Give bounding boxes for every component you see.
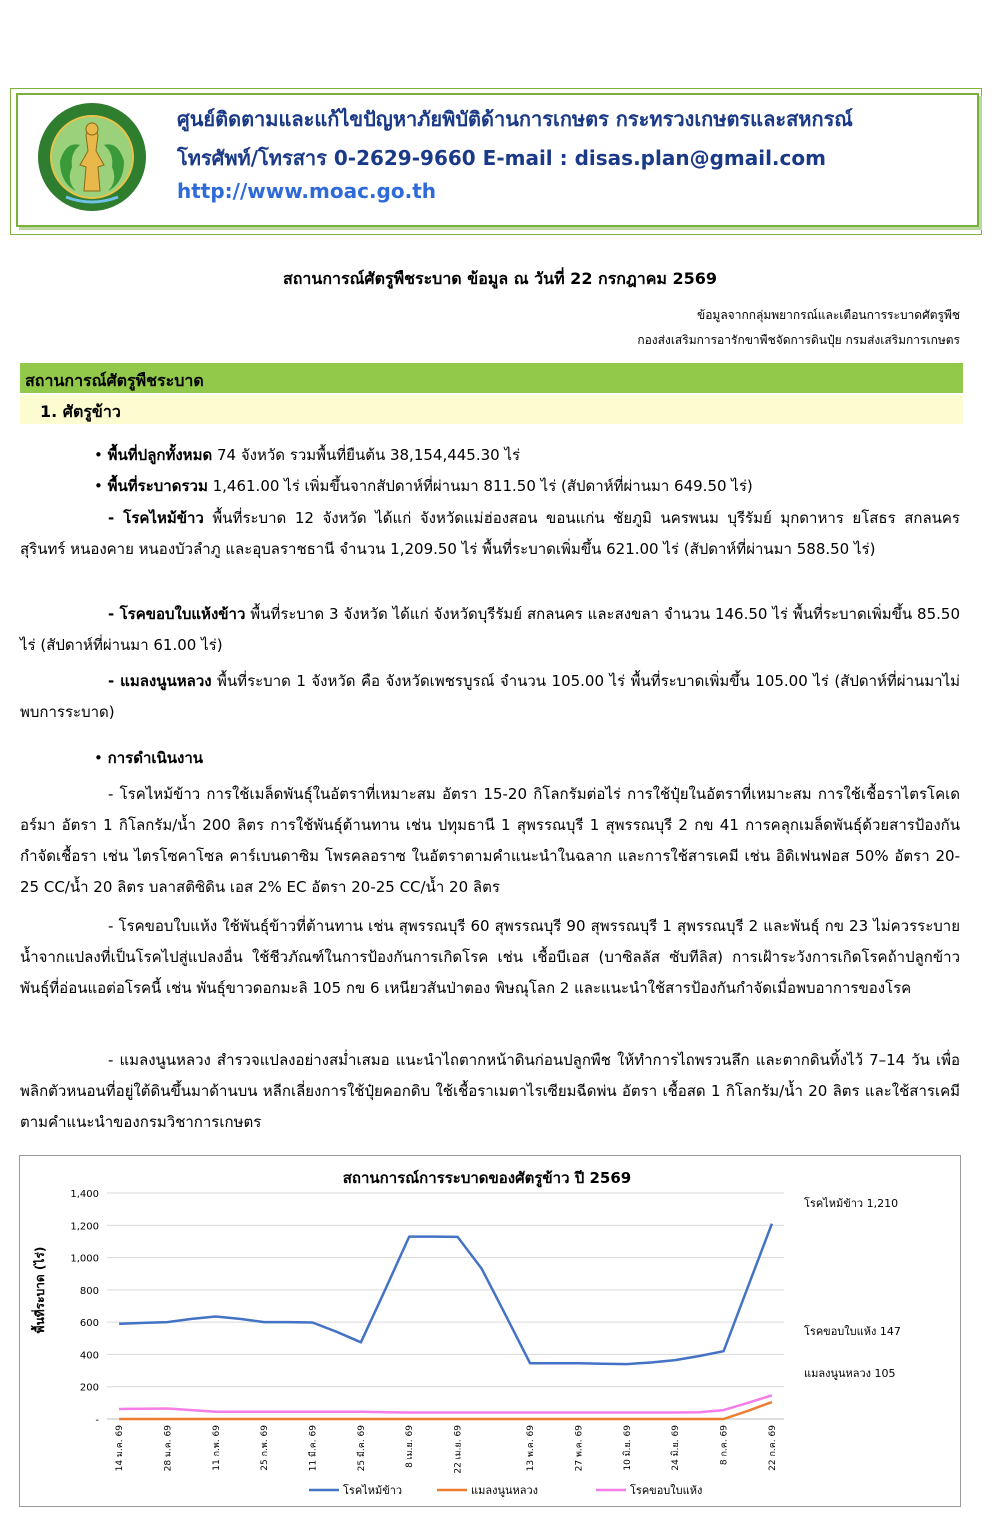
y-tick-label: -: [95, 1415, 99, 1426]
section-heading-bar: [20, 363, 963, 393]
x-tick-label: 25 ก.พ. 69: [260, 1425, 271, 1471]
x-tick-label: 11 มี.ค. 69: [308, 1425, 319, 1472]
source-line-2: กองส่งเสริมการอารักขาพืชจัดการดินปุ๋ย กรมส่งเสริมการเกษตร: [637, 333, 960, 347]
subsection-heading-bar: [20, 395, 963, 424]
header-website-link[interactable]: http://www.moac.go.th: [177, 179, 437, 203]
rice-blast-label: - โรคไหม้ข้าว: [108, 509, 204, 527]
bullet: •: [94, 446, 103, 464]
x-tick-label: 8 ก.ค. 69: [719, 1425, 730, 1466]
y-tick-label: 1,400: [70, 1189, 99, 1200]
x-tick-label: 10 มิ.ย. 69: [622, 1425, 633, 1471]
y-tick-label: 600: [79, 1318, 99, 1330]
header-contact: โทรศัพท์/โทรสาร 0-2629-9660 E-mail : disas.plan@gmail.com: [177, 146, 826, 170]
operations-heading: การดำเนินงาน: [107, 749, 204, 767]
chart-title: สถานการณ์การระบาดของศัตรูข้าว ปี 2569: [342, 1169, 632, 1187]
outbreak-area-label: พื้นที่ระบาดรวม: [107, 477, 208, 495]
legend-label: แมลงนูนหลวง: [471, 1484, 539, 1497]
ministry-seal-icon: [36, 101, 148, 213]
chart-y-axis-label: พื้นที่ระบาด (ไร่): [33, 1246, 47, 1334]
leaf-blight-label: - โรคขอบใบแห้งข้าว: [108, 605, 246, 623]
planted-area-line: [20, 440, 960, 471]
rice-blast-paragraph: [20, 503, 960, 565]
rice-pest-outbreak-chart: [19, 1155, 961, 1507]
planted-area-text: 74 จังหวัด รวมพื้นที่ยืนต้น 38,154,445.30 ไร่: [212, 446, 521, 464]
operations-blight-paragraph: - โรคขอบใบแห้ง ใช้พันธุ์ข้าวที่ต้านทาน เช่น สุพรรณบุรี 60 สุพรรณบุรี 90 สุพรรณบุรี 1 สุพรรณบุรี 2 และพันธุ์ กข 23 ไม่ควรระบายน้ำจากแปลงที่เป็นโรคไปสู่แปลงอื่น ใช้ชีวภัณฑ์ในการป้องกันการเกิดโรค เช่น เชื้อบีเอส (บาซิลลัส ซับทีลิส) การเฝ้าระวังการเกิดโรคถ้าปลูกข้าวพันธุ์ที่อ่อนแอต่อโรคนี้ เช่น พันธุ์ขาวดอกมะลิ 105 กข 6 เหนียวสันป่าตอง พิษณุโลก 2 และแนะนำใช้สารป้องกันกำจัดเมื่อพบอาการของโรค: [20, 917, 960, 997]
legend-label: โรคไหม้ข้าว: [343, 1484, 403, 1497]
section-heading: สถานการณ์ศัตรูพืชระบาด: [25, 371, 204, 390]
white-grub-label: - แมลงนูนหลวง: [108, 672, 212, 690]
operations-blast-paragraph: - โรคไหม้ข้าว การใช้เมล็ดพันธุ์ในอัตราที่เหมาะสม อัตรา 15-20 กิโลกรัมต่อไร่ การใช้ปุ๋ยในอัตราที่เหมาะสม การใช้เชื้อราไตรโคเดอร์มา อัตรา 1 กิโลกรัม/น้ำ 200 ลิตร การใช้พันธุ์ต้านทาน เช่น ปทุมธานี 1 สุพรรณบุรี 1 สุพรรณบุรี 2 กข 41 การคลุกเมล็ดพันธุ์ด้วยสารป้องกันกำจัดเชื้อรา เช่น ไตรโซคาโซล คาร์เบนดาซิม โพรคลอราซ ในอัตราตามคำแนะนำในฉลาก และการใช้สารเคมี เช่น อิดิเฟนฟอส 50% อัตรา 20-25 CC/น้ำ 20 ลิตร บลาสติซิดิน เอส 2% EC อัตรา 20-25 CC/น้ำ 20 ลิตร: [20, 785, 960, 896]
outbreak-area-line: [20, 471, 960, 502]
y-tick-label: 400: [79, 1350, 99, 1362]
bullet: •: [94, 749, 103, 767]
y-tick-label: 200: [79, 1382, 99, 1394]
y-tick-label: 1,200: [70, 1221, 99, 1233]
leaf-blight-text: พื้นที่ระบาด 3 จังหวัด ได้แก่ จังหวัดบุรีรัมย์ สกลนคร และสงขลา จำนวน 146.50 ไร่ พื้นที่ระบาดเพิ่มขึ้น 85.50 ไร่ (สัปดาห์ที่ผ่านมา 61.00 ไร่): [20, 605, 960, 654]
source-line-1: ข้อมูลจากกลุ่มพยากรณ์และเตือนการระบาดศัตรูพืช: [697, 308, 960, 322]
x-tick-label: 13 พ.ค. 69: [526, 1425, 537, 1472]
white-grub-paragraph: [20, 666, 960, 728]
x-tick-label: 14 ม.ค. 69: [115, 1425, 126, 1472]
header-agency-name: ศูนย์ติดตามและแก้ไขปัญหาภัยพิบัติด้านการเกษตร กระทรวงเกษตรและสหกรณ์: [177, 107, 853, 131]
operations-heading-line: [20, 743, 960, 774]
series-line-2: [119, 1395, 772, 1412]
bullet: •: [94, 477, 103, 495]
legend-label: โรคขอบใบแห้ง: [630, 1484, 703, 1497]
x-tick-label: 22 ก.ค. 69: [767, 1425, 778, 1471]
x-tick-label: 11 ก.พ. 69: [211, 1425, 222, 1471]
operations-grub-paragraph: - แมลงนูนหลวง สำรวจแปลงอย่างสม่ำเสมอ แนะนำไถตากหน้าดินก่อนปลูกพืช ให้ทำการไถพรวนลึก และตากดินทิ้งไว้ 7–14 วัน เพื่อพลิกตัวหนอนที่อยู่ใต้ดินขึ้นมาด้านบน หลีกเลี่ยงการใช้ปุ๋ยคอกดิบ ใช้เชื้อราเมตาไรเซียมฉีดพ่น อัตรา เชื้อสด 1 กิโลกรัม/น้ำ 20 ลิตร และใช้สารเคมีตามคำแนะนำของกรมวิชาการเกษตร: [20, 1051, 960, 1131]
x-tick-label: 28 ม.ค. 69: [163, 1425, 174, 1472]
leaf-blight-paragraph: [20, 599, 960, 661]
x-tick-label: 27 พ.ค. 69: [574, 1425, 585, 1472]
outbreak-area-text: 1,461.00 ไร่ เพิ่มขึ้นจากสัปดาห์ที่ผ่านมา 811.50 ไร่ (สัปดาห์ที่ผ่านมา 649.50 ไร่): [207, 477, 753, 495]
x-tick-label: 24 มิ.ย. 69: [671, 1425, 682, 1471]
end-label-grub: แมลงนูนหลวง 105: [804, 1367, 896, 1380]
white-grub-text: พื้นที่ระบาด 1 จังหวัด คือ จังหวัดเพชรบูรณ์ จำนวน 105.00 ไร่ พื้นที่ระบาดเพิ่มขึ้น 105.00 ไร่ (สัปดาห์ที่ผ่านมาไม่พบการระบาด): [20, 672, 960, 721]
y-tick-label: 1,000: [70, 1253, 99, 1265]
planted-area-label: พื้นที่ปลูกทั้งหมด: [107, 446, 213, 464]
document-title: สถานการณ์ศัตรูพืชระบาด ข้อมูล ณ วันที่ 22 กรกฎาคม 2569: [282, 269, 718, 288]
series-line-0: [119, 1224, 772, 1364]
x-tick-label: 22 เม.ย. 69: [453, 1425, 464, 1474]
end-label-blast: โรคไหม้ข้าว 1,210: [804, 1197, 899, 1210]
end-label-blight: โรคขอบใบแห้ง 147: [804, 1325, 901, 1338]
subsection-heading: 1. ศัตรูข้าว: [40, 402, 121, 421]
x-tick-label: 8 เม.ย. 69: [405, 1425, 416, 1468]
rice-blast-text: พื้นที่ระบาด 12 จังหวัด ได้แก่ จังหวัดแม่ฮ่องสอน ขอนแก่น ชัยภูมิ นครพนม บุรีรัมย์ มุกดาหาร ยโสธร สกลนคร สุรินทร์ หนองคาย หนองบัวลำภู และอุบลราชธานี จำนวน 1,209.50 ไร่ พื้นที่ระบาดเพิ่มขึ้น 621.00 ไร่ (สัปดาห์ที่ผ่านมา 588.50 ไร่): [20, 509, 960, 558]
x-tick-label: 25 มี.ค. 69: [356, 1425, 367, 1472]
y-tick-label: 800: [79, 1285, 99, 1297]
